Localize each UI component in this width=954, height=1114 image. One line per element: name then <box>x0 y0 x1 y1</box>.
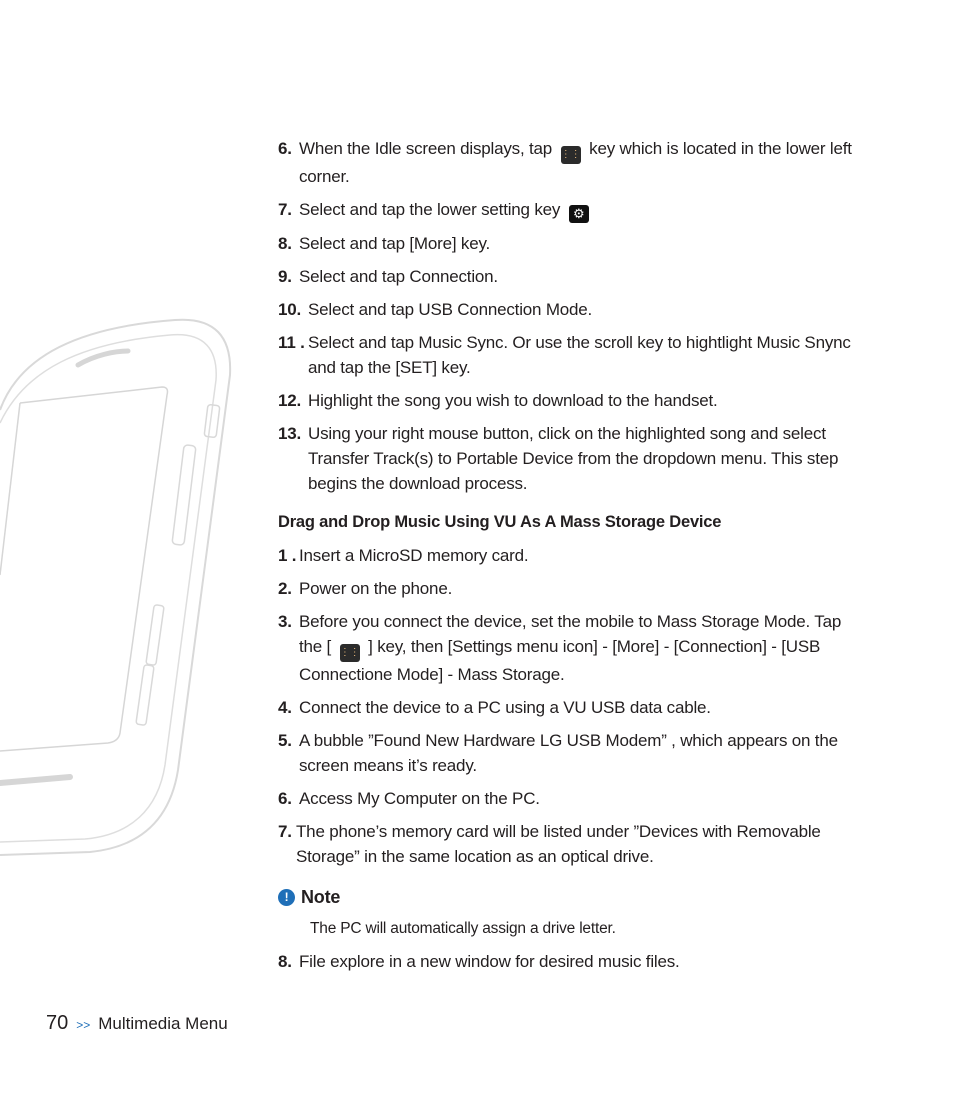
settings-gear-icon: ⚙ <box>569 205 589 223</box>
step-text: Before you connect the device, set the mobile to Mass Storage Mode. Tap the [ <box>299 612 842 656</box>
step-number: 1 . <box>278 546 297 565</box>
step-number: 9. <box>278 267 292 286</box>
step-b-4 <box>278 695 863 720</box>
step-number: 11 . <box>278 333 305 352</box>
step-text: The phone’s memory card will be listed under ”Devices with Removable Storage” in the same location as an optical drive. <box>296 822 821 866</box>
step-b-7 <box>278 819 863 869</box>
step-text: File explore in a new window for desired music files. <box>299 952 680 971</box>
step-number: 8. <box>278 234 292 253</box>
chevron-right-icon: >> <box>76 1018 91 1032</box>
step-number: 7. <box>278 200 292 219</box>
menu-grid-icon: ⋮⋮ <box>561 146 581 164</box>
step-text: Using your right mouse button, click on the highlighted song and select Transfer Track(s) to Portable Device from the dropdown menu. This step begins the download process. <box>308 424 839 493</box>
step-number: 10. <box>278 300 302 319</box>
page-footer <box>46 1012 228 1035</box>
step-a-7 <box>278 197 863 223</box>
step-number: 8. <box>278 952 292 971</box>
step-text: ] key, then [Settings menu icon] - [More] - [Connection] - [USB Connectione Mode] - Mass Storage. <box>299 637 821 684</box>
step-a-12 <box>278 388 863 413</box>
page-number: 70 <box>46 1012 69 1034</box>
step-number: 2. <box>278 579 292 598</box>
note-text: The PC will automatically assign a drive letter. <box>310 920 616 937</box>
step-b-2 <box>278 576 863 601</box>
step-number: 5. <box>278 731 292 750</box>
info-icon: ! <box>278 889 295 906</box>
step-number: 6. <box>278 139 292 158</box>
step-a-11 <box>278 330 863 380</box>
step-number: 7. <box>278 822 292 841</box>
step-text: Highlight the song you wish to download to the handset. <box>308 391 718 410</box>
step-a-10 <box>278 297 863 322</box>
step-final-8 <box>278 949 863 974</box>
step-number: 4. <box>278 698 292 717</box>
step-a-13 <box>278 421 863 496</box>
step-text: Connect the device to a PC using a VU USB data cable. <box>299 698 711 717</box>
step-text: Insert a MicroSD memory card. <box>299 546 529 565</box>
step-text: When the Idle screen displays, tap <box>299 139 553 158</box>
step-text: Access My Computer on the PC. <box>299 789 540 808</box>
note-heading <box>278 885 863 910</box>
step-text: Select and tap Connection. <box>299 267 498 286</box>
step-b-5 <box>278 728 863 778</box>
section-name: Multimedia Menu <box>98 1014 228 1033</box>
step-text: Power on the phone. <box>299 579 453 598</box>
manual-content <box>278 136 863 982</box>
step-text: Select and tap Music Sync. Or use the scroll key to hightlight Music Snync and tap the [SET] key. <box>308 333 851 377</box>
step-a-8 <box>278 231 863 256</box>
step-number: 3. <box>278 612 292 631</box>
step-text: Select and tap USB Connection Mode. <box>308 300 593 319</box>
step-text: Select and tap [More] key. <box>299 234 491 253</box>
step-number: 13. <box>278 424 302 443</box>
step-text: Select and tap the lower setting key <box>299 200 561 219</box>
section-heading: Drag and Drop Music Using VU As A Mass Storage Device <box>278 513 722 531</box>
step-b-1 <box>278 543 863 568</box>
step-text: A bubble ”Found New Hardware LG USB Modem” , which appears on the screen means it’s ready. <box>299 731 838 775</box>
step-number: 12. <box>278 391 302 410</box>
phone-illustration <box>0 315 240 860</box>
note-title: Note <box>301 887 341 907</box>
step-b-3 <box>278 609 863 687</box>
menu-grid-icon: ⋮⋮ <box>340 644 360 662</box>
step-a-6 <box>278 136 863 189</box>
step-b-6 <box>278 786 863 811</box>
step-a-9 <box>278 264 863 289</box>
step-number: 6. <box>278 789 292 808</box>
step-text: key which is located in the lower left corner. <box>299 139 852 186</box>
